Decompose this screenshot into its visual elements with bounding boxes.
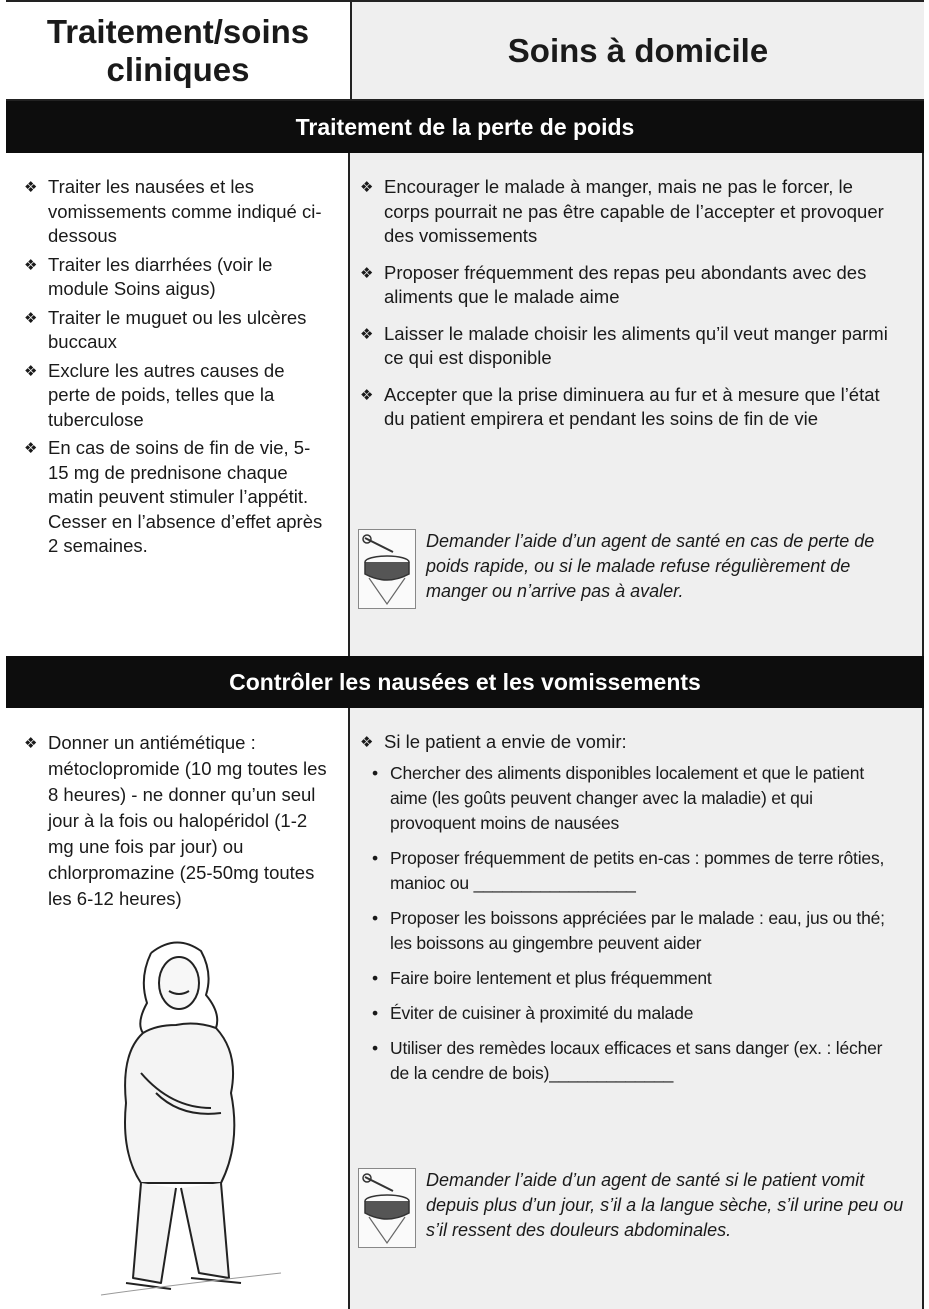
list-item: ❖ Traiter les diarrhées (voir le module Soins aigus) (24, 253, 273, 299)
list-item: • Proposer fréquemment de petits en-cas : pommes de terre rôties, manioc ou _________________ (372, 847, 885, 893)
section1-right-list (360, 175, 892, 432)
section2-right-column (350, 708, 924, 1309)
list-item: ❖ Donner un antiémétique : métoclopromide (10 mg toutes les 8 heures) - ne donner qu’un seul jour à la fois ou halopéridol (1-2 mg une fois par jour) ou chlorpromazine (25-50mg toutes les 6-12 heures) (24, 732, 327, 909)
health-worker-icon (358, 1168, 416, 1248)
list-item: ❖ Si le patient a envie de vomir: (360, 730, 900, 755)
list-item: ❖ Exclure les autres causes de perte de poids, telles que la tuberculose (24, 359, 285, 430)
list-item: ❖ En cas de soins de fin de vie, 5-15 mg de prednisone chaque matin peuvent stimuler l’appétit. Cesser en l’absence d’effet après 2 semaines. (24, 437, 323, 556)
bullet-dot-icon: • (372, 1002, 378, 1023)
note-text: Demander l’aide d’un agent de santé en cas de perte de poids rapide, ou si le malade refuse régulièrement de manger ou n’arrive pas à avaler. (426, 531, 875, 601)
diamond-bullet-icon: ❖ (24, 255, 38, 274)
section1-left-column (6, 153, 350, 656)
diamond-bullet-icon: ❖ (360, 324, 374, 343)
section-weight-loss-title: Traitement de la perte de poids (6, 101, 924, 153)
health-worker-icon (358, 529, 416, 609)
diamond-bullet-icon: ❖ (360, 178, 374, 196)
list-item: ❖ Traiter les nausées et les vomissements comme indiqué ci-dessous (24, 176, 322, 246)
header-left-title: Traitement/soins cliniques (46, 12, 310, 88)
diamond-bullet-icon: ❖ (360, 385, 374, 404)
diamond-bullet-icon: ❖ (24, 308, 38, 327)
bullet-dot-icon: • (372, 847, 378, 868)
bullet-dot-icon: • (372, 907, 378, 928)
list-item: • Proposer les boissons appréciées par le malade : eau, jus ou thé; les boissons au gingembre peuvent aider (372, 907, 885, 953)
diamond-bullet-icon: ❖ (24, 439, 38, 457)
list-item: • Éviter de cuisiner à proximité du malade (360, 1001, 900, 1026)
list-item: ❖ Proposer fréquemment des repas peu abondants avec des aliments que le malade aime (360, 261, 867, 307)
header-right-cell (352, 2, 924, 99)
health-worker-referral-note (358, 529, 904, 609)
diamond-bullet-icon: ❖ (360, 733, 374, 751)
note-text: Demander l’aide d’un agent de santé si le patient vomit depuis plus d’un jour, s’il a la langue sèche, s’il urine peu ou s’il ressent des douleurs abdominales. (426, 1170, 904, 1240)
bullet-dot-icon: • (372, 762, 378, 783)
section2-left-column (6, 708, 350, 1309)
list-item: ❖ Encourager le malade à manger, mais ne pas le forcer, le corps pourrait ne pas être capable de l’accepter et provoquer des vomissements (360, 176, 884, 246)
list-item: • Chercher des aliments disponibles localement et que le patient aime (les goûts peuvent changer avec la maladie) et qui provoquent moins de nausées (372, 762, 864, 833)
bullet-dot-icon: • (372, 967, 378, 988)
header-right-title: Soins à domicile (507, 31, 769, 69)
diamond-bullet-icon: ❖ (24, 361, 38, 380)
list-item: • Faire boire lentement et plus fréquemment (360, 966, 900, 991)
section2-sub-list (360, 761, 900, 1086)
list-item: ❖ Laisser le malade choisir les aliments qu’il veut manger parmi ce qui est disponible (360, 322, 888, 368)
list-item: ❖ Traiter le muguet ou les ulcères buccaux (24, 306, 307, 352)
diamond-bullet-icon: ❖ (24, 178, 38, 196)
list-item: • Utiliser des remèdes locaux efficaces et sans danger (ex. : lécher de la cendre de bois)_____________ (372, 1037, 883, 1083)
header-left-cell (6, 2, 352, 99)
section1-left-list (24, 175, 328, 559)
diamond-bullet-icon: ❖ (360, 263, 374, 282)
section-nausea-title: Contrôler les nausées et les vomissements (6, 656, 924, 708)
illustration-nauseous-woman (81, 933, 286, 1303)
section1-right-column (350, 153, 924, 656)
diamond-bullet-icon: ❖ (24, 734, 38, 752)
section2-right-list (360, 730, 900, 755)
bullet-dot-icon: • (372, 1037, 378, 1058)
table-header (6, 0, 924, 101)
health-worker-referral-note (358, 1168, 904, 1248)
section2-left-list (24, 730, 328, 912)
list-item: ❖ Accepter que la prise diminuera au fur et à mesure que l’état du patient empirera et pendant les soins de fin de vie (360, 383, 880, 429)
